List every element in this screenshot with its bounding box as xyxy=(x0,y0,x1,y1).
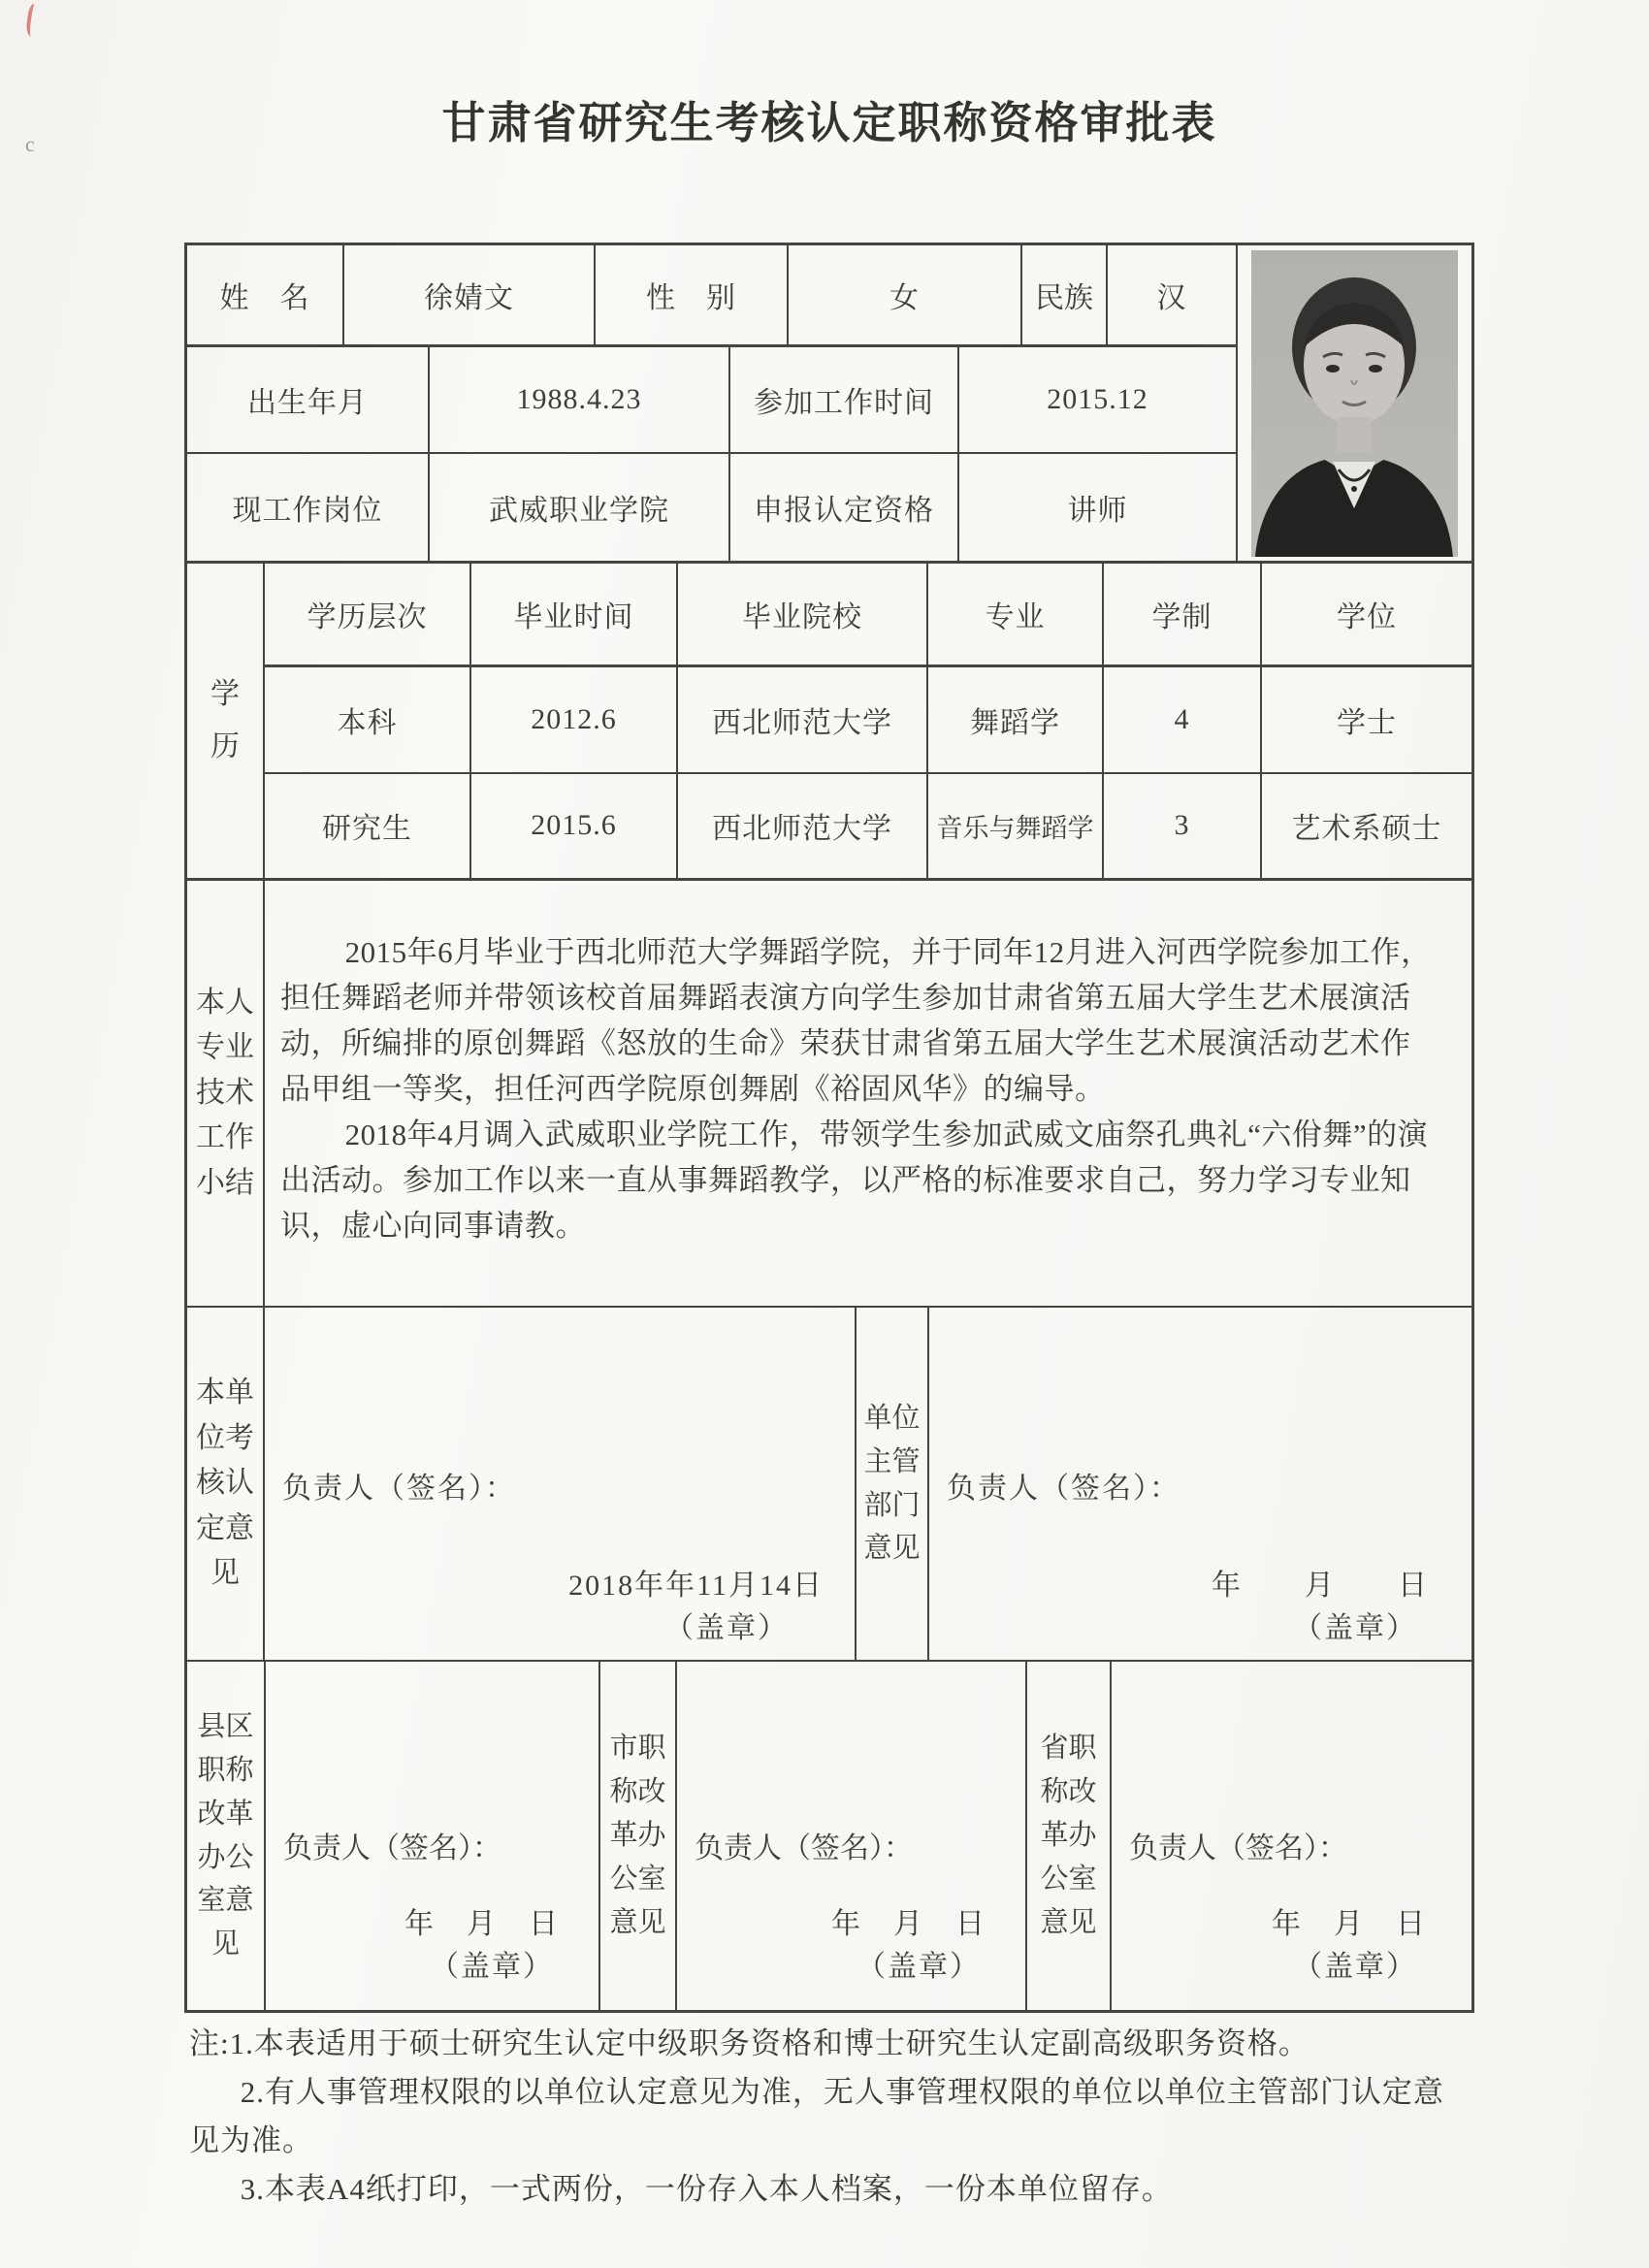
current-post-label: 现工作岗位 xyxy=(187,454,430,561)
footnotes xyxy=(189,2020,1445,2214)
edu-duration: 3 xyxy=(1104,774,1262,879)
city-seal-label: （盖章） xyxy=(857,1951,981,1983)
unit-signer-label: 负责人（签名）： xyxy=(282,1473,516,1505)
footnote-line-1 xyxy=(189,2020,1445,2068)
dept-seal-label: （盖章） xyxy=(1293,1612,1417,1644)
edu-degree: 艺术系硕士 xyxy=(1291,813,1442,846)
name-value: 徐婧文 xyxy=(344,245,596,344)
province-opinion-date: 年 月 日 xyxy=(1272,1908,1427,1940)
city-opinion-cell xyxy=(677,1662,1027,2010)
edu-duration: 4 xyxy=(1104,667,1262,772)
basic-info-section xyxy=(187,245,1471,564)
footnote-item-1: 1.本表适用于硕士研究生认定中级职务资格和博士研究生认定副高级职务资格。 xyxy=(229,2026,1310,2060)
current-post-value: 武威职业学院 xyxy=(430,454,730,561)
edu-header-level: 学历层次 xyxy=(265,564,471,664)
gender-value: 女 xyxy=(789,245,1022,344)
province-office-side-label: 省职称改革办公室意见 xyxy=(1027,1662,1112,2010)
education-table xyxy=(265,564,1471,878)
education-row-graduate xyxy=(265,774,1471,879)
footnote-prefix: 注: xyxy=(189,2026,230,2060)
edu-major: 音乐与舞蹈学 xyxy=(928,774,1104,879)
dept-opinion-date: 年 月 日 xyxy=(1212,1570,1429,1602)
city-opinion-date: 年 月 日 xyxy=(831,1908,986,1940)
row-birth-workstart xyxy=(187,347,1236,454)
unit-seal-label: （盖章） xyxy=(664,1612,789,1644)
declared-qualification-value: 讲师 xyxy=(1067,495,1128,527)
education-header-row xyxy=(265,564,1471,667)
edu-header-degree: 学位 xyxy=(1337,601,1397,633)
work-start-value: 2015.12 xyxy=(1047,383,1148,415)
unit-opinion-date: 2018年年11月14日 xyxy=(568,1570,824,1602)
approval-form-table xyxy=(184,243,1474,2013)
work-summary-side-label: 本人专业技术工作小结 xyxy=(187,881,265,1306)
city-signer-label: 负责人（签名）： xyxy=(695,1832,913,1864)
work-start-label: 参加工作时间 xyxy=(730,347,959,452)
work-summary-section xyxy=(187,881,1471,1308)
edu-degree: 学士 xyxy=(1337,706,1397,739)
city-office-side-label: 市职称改革办公室意见 xyxy=(600,1662,677,2010)
edu-level: 本科 xyxy=(265,667,471,772)
education-row-bachelor xyxy=(265,667,1471,774)
edu-school: 西北师范大学 xyxy=(678,774,928,879)
work-summary-paragraph-1: 2015年6月毕业于西北师范大学舞蹈学院，并于同年12月进入河西学院参加工作，担任舞蹈老师并带领该校首届舞蹈表演方向学生参加甘肃省第五届大学生艺术展演活动，所编排的原创舞蹈《怒放的生命》荣获甘肃省第五届大学生艺术展演活动艺术作品甲组一等奖，担任河西学院原创舞剧《裕固风华》的编导。 xyxy=(280,935,1432,1106)
edu-major: 舞蹈学 xyxy=(928,667,1104,772)
edu-header-school: 毕业院校 xyxy=(678,564,928,664)
province-signer-label: 负责人（签名）： xyxy=(1129,1832,1347,1864)
page-title: 甘肃省研究生考核认定职称资格审批表 xyxy=(441,99,1217,147)
name-label: 姓 名 xyxy=(187,245,344,344)
education-section xyxy=(187,564,1471,881)
footnote-item-2: 2.有人事管理权限的以单位认定意见为准，无人事管理权限的单位以单位主管部门认定意见为准。 xyxy=(189,2075,1444,2157)
edu-header-major: 专业 xyxy=(928,564,1104,664)
row-name-gender-ethnicity xyxy=(187,245,1236,347)
county-office-side-label: 县区职称改革办公室意见 xyxy=(187,1662,266,2010)
offices-opinion-section xyxy=(187,1662,1471,2010)
education-side-label: 学历 xyxy=(187,564,265,878)
county-opinion-date: 年 月 日 xyxy=(404,1908,560,1940)
row-post-qualification xyxy=(187,454,1236,561)
province-seal-label: （盖章） xyxy=(1293,1951,1417,1983)
province-opinion-cell xyxy=(1112,1662,1471,2010)
gender-label: 性 别 xyxy=(596,245,789,344)
unit-and-dept-opinion-section xyxy=(187,1308,1471,1662)
basic-info-grid xyxy=(187,245,1238,561)
dept-opinion-side-label: 单位主管部门意见 xyxy=(857,1308,929,1660)
ethnicity-value: 汉 xyxy=(1156,282,1187,314)
declared-qualification-label: 申报认定资格 xyxy=(730,454,959,561)
county-seal-label: （盖章） xyxy=(430,1951,554,1983)
edu-header-duration: 学制 xyxy=(1104,564,1262,664)
portrait-photo xyxy=(1251,250,1458,557)
work-summary-paragraph-2: 2018年4月调入武威职业学院工作，带领学生参加武威文庙祭孔典礼“六佾舞”的演出活动。参加工作以来一直从事舞蹈教学，以严格的标准要求自己，努力学习专业知识，虚心向同事请教。 xyxy=(280,1118,1429,1243)
edu-grad-time: 2012.6 xyxy=(471,667,678,772)
county-signer-label: 负责人（签名）： xyxy=(283,1832,501,1864)
unit-opinion-side-label: 本单位考核认定意见 xyxy=(187,1308,265,1660)
scan-artifact-red-mark xyxy=(25,3,44,38)
edu-school: 西北师范大学 xyxy=(678,667,928,772)
footnote-item-3: 3.本表A4纸打印，一式两份，一份存入本人档案，一份本单位留存。 xyxy=(240,2172,1173,2206)
scan-artifact-mark: c xyxy=(25,132,35,156)
edu-header-grad-time: 毕业时间 xyxy=(471,564,678,664)
birth-value: 1988.4.23 xyxy=(430,347,730,452)
county-opinion-cell xyxy=(266,1662,600,2010)
work-summary-text xyxy=(265,881,1471,1306)
edu-grad-time: 2015.6 xyxy=(471,774,678,879)
birth-label: 出生年月 xyxy=(187,347,430,452)
dept-opinion-cell xyxy=(929,1308,1471,1660)
ethnicity-label: 民族 xyxy=(1022,245,1108,344)
photo-cell xyxy=(1238,245,1471,561)
edu-level: 研究生 xyxy=(265,774,471,879)
unit-opinion-cell xyxy=(265,1308,857,1660)
dept-signer-label: 负责人（签名）： xyxy=(947,1473,1180,1505)
